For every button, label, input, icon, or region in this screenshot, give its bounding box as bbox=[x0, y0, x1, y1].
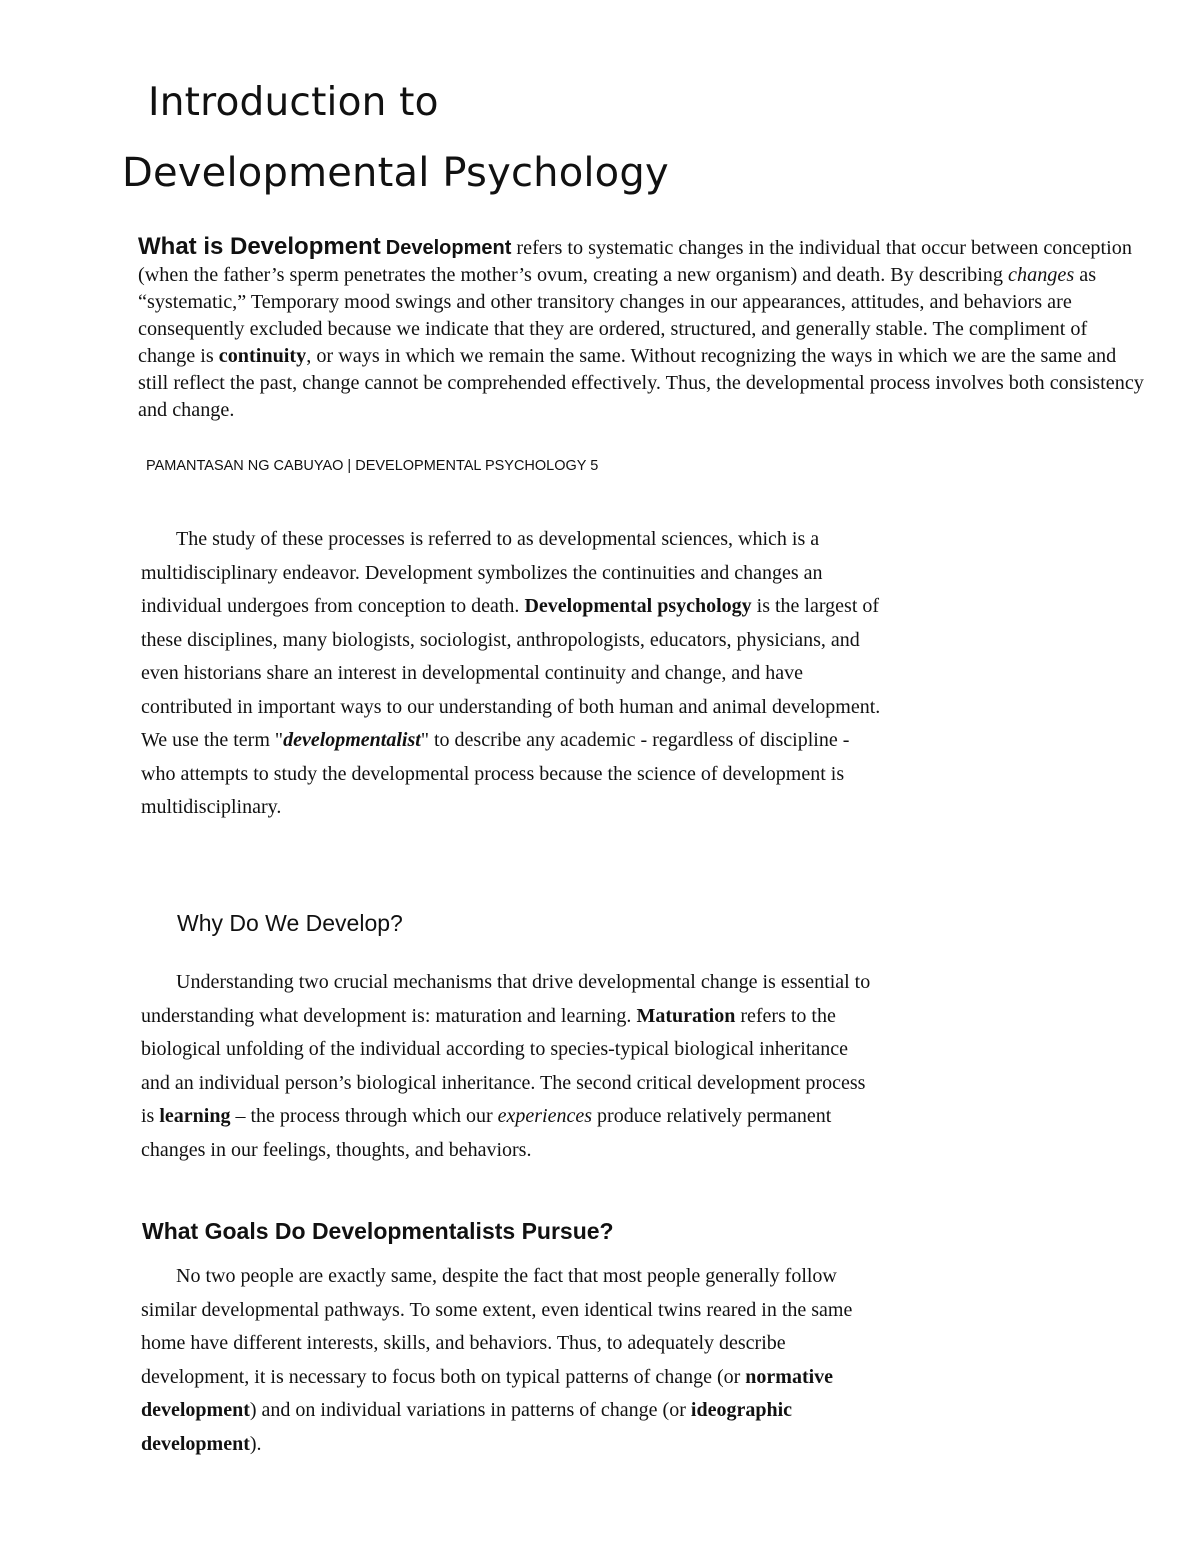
why-text-3: – the process through which our bbox=[230, 1105, 498, 1127]
page-title-line-2: Developmental Psychology bbox=[122, 150, 669, 196]
study-text-3: " to describe any academic - regardless of discipline - who attempts to study the developmental process because the science of development is multidisciplinary. bbox=[141, 729, 850, 818]
study-term-developmentalist: developmentalist bbox=[283, 729, 421, 751]
why-heading: Why Do We Develop? bbox=[177, 910, 403, 936]
study-text-1: The study of these processes is referred to as developmental sciences, which is a multidisciplinary endeavor. Development symbolizes the continuities and changes an individual undergoes from conception to death. bbox=[141, 528, 823, 617]
goals-heading: What Goals Do Developmentalists Pursue? bbox=[142, 1218, 614, 1244]
intro-text-3: , or ways in which we remain the same. Without recognizing the ways in which we are the same and still reflect the past, change cannot be comprehended effectively. Thus, the developmental process involves both consistency and change. bbox=[138, 345, 1144, 421]
goals-paragraph bbox=[141, 1260, 881, 1461]
intro-text-2: as “systematic,” Temporary mood swings and other transitory changes in our appearances, attitudes, and behaviors are consequently excluded because we indicate that they are ordered, structured, and generally stable. The compliment of change is bbox=[138, 264, 1097, 367]
intro-bold-continuity: continuity bbox=[218, 345, 307, 367]
intro-heading: What is Development bbox=[138, 233, 381, 260]
why-text-2: refers to the biological unfolding of the individual according to species-typical biological inheritance and an individual person’s biological inheritance. The second critical development process is bbox=[141, 1004, 866, 1127]
why-paragraph bbox=[141, 966, 881, 1167]
intro-em-changes: changes bbox=[1008, 264, 1075, 286]
goals-bold-normative: normative development bbox=[141, 1365, 834, 1421]
goals-bold-ideographic: ideographic development bbox=[141, 1399, 793, 1455]
why-em-experiences: experiences bbox=[497, 1105, 593, 1127]
study-paragraph bbox=[141, 523, 881, 825]
why-text-4: produce relatively permanent changes in our feelings, thoughts, and behaviors. bbox=[141, 1105, 832, 1161]
why-text-1: Understanding two crucial mechanisms that drive developmental change is essential to understanding what development is: maturation and learning. bbox=[141, 971, 871, 1027]
page-footer: PAMANTASAN NG CABUYAO | DEVELOPMENTAL PSYCHOLOGY 5 bbox=[146, 458, 599, 474]
goals-text-3: ). bbox=[249, 1432, 262, 1455]
goals-text-1: No two people are exactly same, despite the fact that most people generally follow similar developmental pathways. To some extent, even identical twins reared in the same home have different interests, skills, and behaviors. Thus, to adequately describe development, it is necessary to focus both on typical patterns of change (or bbox=[141, 1265, 853, 1388]
intro-paragraph bbox=[138, 233, 1148, 424]
intro-text-1: refers to systematic changes in the individual that occur between conception (when the father’s sperm penetrates the mother’s ovum, creating a new organism) and death. By describing bbox=[138, 237, 1132, 286]
why-bold-learning: learning bbox=[159, 1105, 231, 1127]
study-bold-devpsych: Developmental psychology bbox=[524, 595, 752, 617]
page-title-line-1: Introduction to bbox=[148, 80, 439, 125]
why-bold-maturation: Maturation bbox=[636, 1004, 736, 1027]
intro-term: Development bbox=[385, 237, 512, 259]
study-text-2: is the largest of these disciplines, many biologists, sociologist, anthropologists, educators, physicians, and even historians share an interest in developmental continuity and change, and have contributed in important ways to our understanding of both human and animal development. We use the term " bbox=[141, 595, 881, 751]
goals-text-2: ) and on individual variations in patterns of change (or bbox=[249, 1399, 691, 1421]
